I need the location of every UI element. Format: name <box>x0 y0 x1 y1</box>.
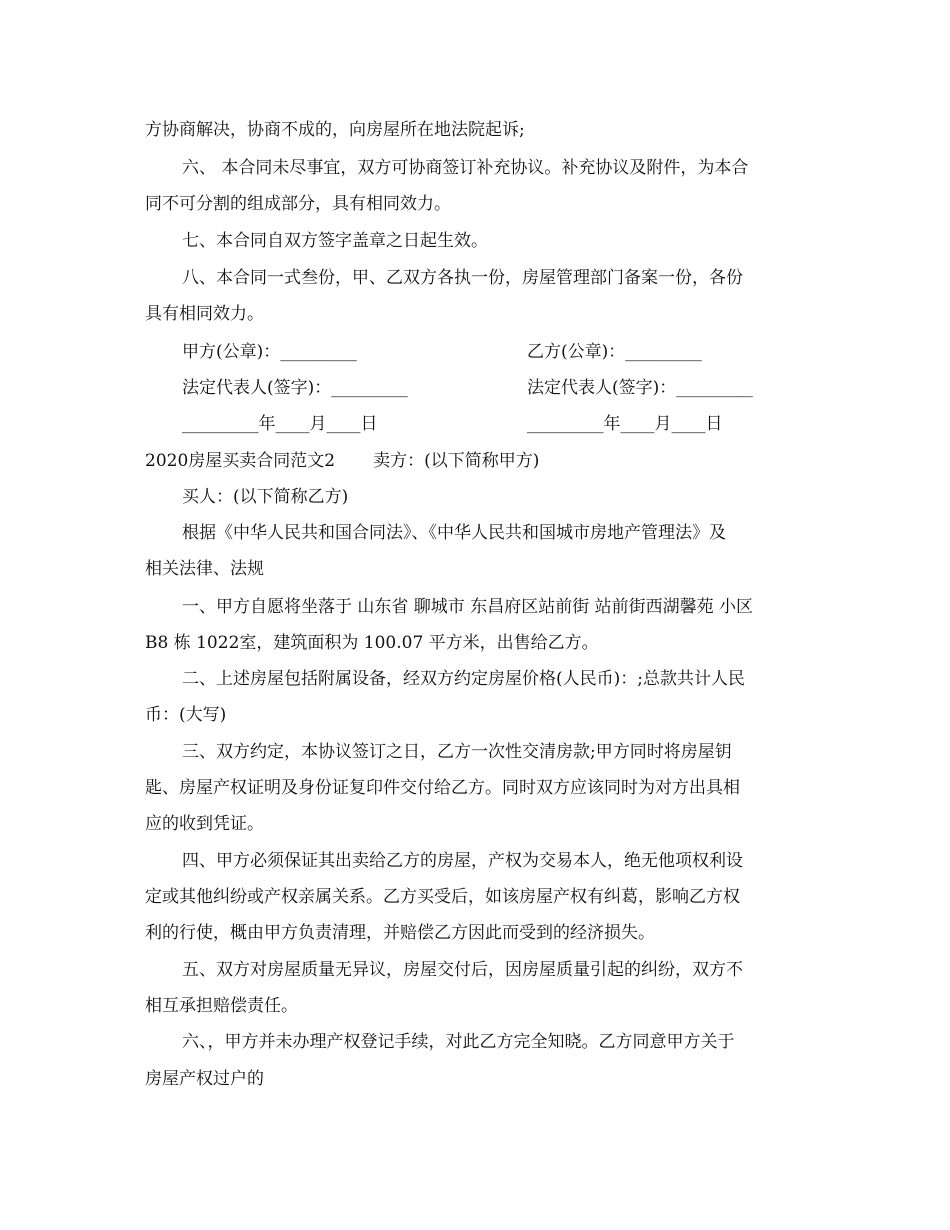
paragraph-line: 八、本合同一式叁份，甲、乙双方各执一份，房屋管理部门备案一份，各份 <box>182 268 743 288</box>
paragraph-line: 七、本合同自双方签字盖章之日起生效。 <box>182 231 488 251</box>
second-contract-title: 2020房屋买卖合同范文2 <box>145 451 336 471</box>
paragraph-line: 买人：(以下简称乙方) <box>182 487 349 507</box>
party-a-date-line: _________年____月____日 <box>182 414 378 434</box>
paragraph-line: 房屋产权过户的 <box>145 1069 264 1089</box>
paragraph-line: 定或其他纠纷或产权亲属关系。乙方买受后，如该房屋产权有纠葛，影响乙方权 <box>145 887 740 907</box>
second-contract-heading <box>145 451 539 471</box>
paragraph-line: 六、，甲方并未办理产权登记手续，对此乙方完全知晓。乙方同意甲方关于 <box>182 1032 735 1052</box>
paragraph-line: 三、双方约定，本协议签订之日，乙方一次性交清房款;甲方同时将房屋钥 <box>182 742 732 762</box>
paragraph-line: 根据《中华人民共和国合同法》、《中华人民共和国城市房地产管理法》及 <box>182 523 726 543</box>
party-a-representative-line: 法定代表人(签字)：_________ <box>182 378 408 398</box>
paragraph-line: 匙、房屋产权证明及身份证复印件交付给乙方。同时双方应该同时为对方出具相 <box>145 778 740 798</box>
paragraph-line: 相关法律、法规 <box>145 559 264 579</box>
paragraph-line: 二、上述房屋包括附属设备，经双方约定房屋价格(人民币)：;总款共计人民 <box>182 669 745 689</box>
paragraph-line: 四、甲方必须保证其出卖给乙方的房屋，产权为交易本人，绝无他项权利设 <box>182 851 743 871</box>
paragraph-line: 一、甲方自愿将坐落于 山东省 聊城市 东昌府区站前街 站前街西湖馨苑 小区 <box>182 597 754 617</box>
paragraph-line: 六、 本合同未尽事宜，双方可协商签订补充协议。补充协议及附件，为本合 <box>182 158 749 178</box>
paragraph-line: 五、双方对房屋质量无异议，房屋交付后，因房屋质量引起的纠纷，双方不 <box>182 960 743 980</box>
paragraph-line: 具有相同效力。 <box>145 304 264 324</box>
paragraph-line: 币：(大写) <box>145 705 227 725</box>
paragraph-line: B8 栋 1022室，建筑面积为 100.07 平方米，出售给乙方。 <box>145 633 599 653</box>
paragraph-line: 利的行使，概由甲方负责清理，并赔偿乙方因此而受到的经济损失。 <box>145 923 655 943</box>
paragraph-line: 应的收到凭证。 <box>145 814 264 834</box>
paragraph-line: 同不可分割的组成部分，具有相同效力。 <box>145 194 451 214</box>
seller-line: 卖方：(以下简称甲方) <box>373 451 540 471</box>
paragraph-line: 方协商解决，协商不成的，向房屋所在地法院起诉; <box>145 120 525 140</box>
paragraph-line: 相互承担赔偿责任。 <box>145 996 298 1016</box>
party-b-representative-line: 法定代表人(签字)：_________ <box>527 378 753 398</box>
party-b-seal-line: 乙方(公章)：_________ <box>527 342 702 362</box>
party-a-seal-line: 甲方(公章)：_________ <box>182 342 357 362</box>
party-b-date-line: _________年____月____日 <box>527 414 723 434</box>
